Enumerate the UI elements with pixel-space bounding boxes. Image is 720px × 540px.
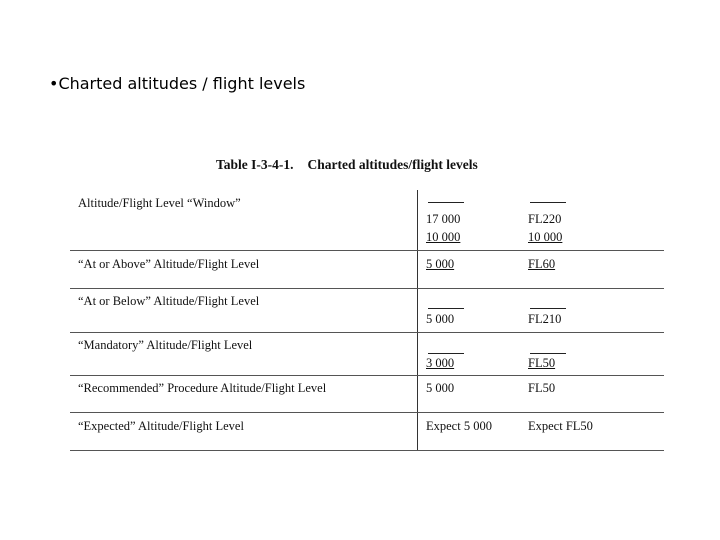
window-fl-bottom: 10 000 (528, 230, 563, 244)
row-label-window: Altitude/Flight Level “Window” (78, 196, 241, 210)
at-or-above-altitude: 5 000 (426, 257, 455, 271)
at-or-above-fl: FL60 (528, 257, 556, 271)
at-or-below-altitude-bar (428, 308, 464, 309)
recommended-altitude: 5 000 (426, 381, 455, 395)
mandatory-altitude: 3 000 (426, 356, 455, 370)
mandatory-fl: FL50 (528, 356, 556, 370)
row-label-at-or-above: “At or Above” Altitude/Flight Level (78, 257, 260, 271)
charted-altitudes-table (70, 150, 664, 452)
window-altitude-bar (428, 202, 464, 203)
row-label-expected: “Expected” Altitude/Flight Level (78, 419, 244, 433)
row-separator (70, 412, 664, 413)
window-altitude-top: 17 000 (426, 212, 461, 226)
column-divider (417, 190, 418, 450)
at-or-below-fl-bar (530, 308, 566, 309)
window-altitude-bottom: 10 000 (426, 230, 461, 244)
at-or-below-altitude: 5 000 (426, 312, 455, 326)
table-title (216, 157, 478, 173)
table-bottom-rule (70, 450, 664, 451)
at-or-below-fl: FL210 (528, 312, 562, 326)
row-label-recommended: “Recommended” Procedure Altitude/Flight Level (78, 381, 327, 395)
recommended-fl: FL50 (528, 381, 556, 395)
window-fl-bar (530, 202, 566, 203)
table-caption: Charted altitudes/flight levels (307, 157, 478, 172)
row-separator (70, 375, 664, 376)
row-separator (70, 332, 664, 333)
row-separator (70, 250, 664, 251)
table-number: Table I-3-4-1. (216, 157, 294, 172)
expected-fl: Expect FL50 (528, 419, 593, 433)
mandatory-fl-bar (530, 353, 566, 354)
window-fl-top: FL220 (528, 212, 562, 226)
mandatory-altitude-bar (428, 353, 464, 354)
row-label-at-or-below: “At or Below” Altitude/Flight Level (78, 294, 260, 308)
expected-altitude: Expect 5 000 (426, 419, 492, 433)
row-separator (70, 288, 664, 289)
slide-bullet-text: •Charted altitudes / flight levels (49, 74, 306, 93)
row-label-mandatory: “Mandatory” Altitude/Flight Level (78, 338, 253, 352)
